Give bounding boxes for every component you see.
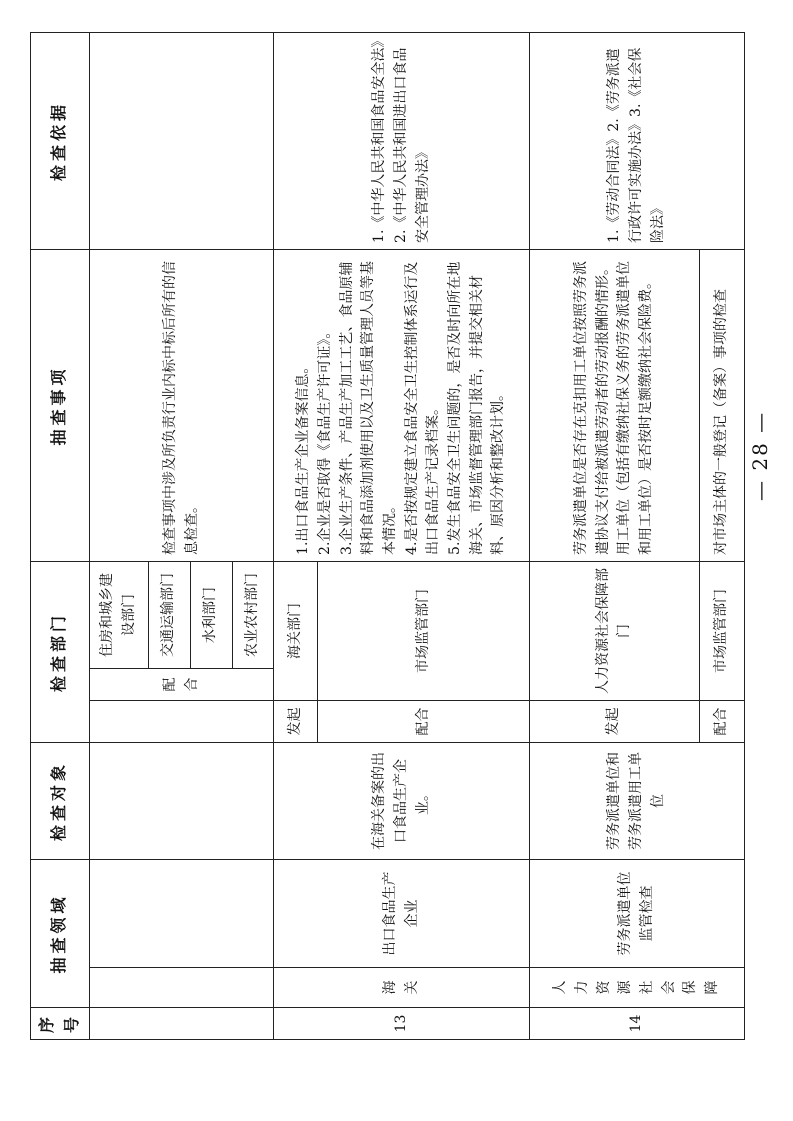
dept-housing: 住房和城乡建设部门 [89, 561, 148, 668]
inspection-table [30, 32, 745, 1040]
target-14: 劳务派遣单位和劳务派遣用工单位 [529, 742, 744, 859]
domain-main-cell-blank [89, 968, 274, 1008]
cooperate-label-14: 配合 [699, 700, 744, 742]
list-item: 1.出口食品生产企业备案信息。 [295, 359, 312, 555]
page-number: — 28 — [748, 410, 772, 501]
initiate-items-14: 劳务派遣单位是否存在克扣用工单位按照劳务派遣协议支付给被派遣劳动者的劳动报酬的情形。用工单位（包括有缴纳社保义务的劳务派遣单位和用工单位）是否按时足额缴纳社会保险费。 [529, 249, 699, 561]
header-dept: 检查部门 [31, 561, 90, 742]
table-row [529, 32, 699, 1039]
items-list-13 [293, 256, 510, 555]
list-item: 2.企业是否取得《食品生产许可证》。 [316, 324, 333, 555]
initiate-label-14: 发起 [529, 700, 699, 742]
header-domain: 抽查领域 [31, 859, 90, 1007]
list-item: 4.是否按规定建立食品安全卫生控制体系运行及出口食品生产记录档案。 [403, 261, 442, 555]
dept-water: 水利部门 [190, 561, 232, 668]
target-13: 在海关备案的出口食品生产企业。 [274, 742, 530, 859]
seq-cell-blank [89, 1008, 274, 1040]
cooperate-items-14: 对市场主体的一般登记（备案）事项的检查 [699, 249, 744, 561]
role-empty-cell [89, 700, 274, 742]
cooperate-dept-13: 市场监管部门 [317, 561, 529, 700]
header-items: 抽查事项 [31, 249, 90, 561]
header-target: 检查对象 [31, 742, 90, 859]
basis-14: 1.《劳动合同法》2.《劳务派遣行政许可实施办法》3.《社会保险法》 [529, 32, 744, 249]
initiate-dept-14: 人力资源社会保障部门 [529, 561, 699, 700]
cooperate-dept-14: 市场监管部门 [699, 561, 744, 700]
initiate-label-13: 发起 [274, 700, 317, 742]
basis-cell-blank [89, 32, 274, 249]
list-item: 5.发生食品安全卫生问题的，是否及时向所在地海关、市场监督管理部门报告，并提交相关材料、原因分析和整改计划。 [447, 261, 507, 555]
domain-sub-13: 出口食品生产企业 [274, 859, 530, 967]
target-cell-blank [89, 742, 274, 859]
basis-13: 1.《中华人民共和国食品安全法》2.《中华人民共和国进出口食品安全管理办法》 [274, 32, 530, 249]
dept-transport: 交通运输部门 [148, 561, 190, 668]
list-item: 3.企业生产条件、产品生产加工工艺、食品原辅料和食品添加剂使用以及卫生质量管理人员等基本情况。 [338, 260, 398, 555]
domain-sub-cell-blank [89, 859, 274, 967]
role-cooperate-label: 配合 [89, 668, 274, 700]
items-top: 检查事项中涉及所负责行业内标中标后所有的信息检查。 [89, 249, 274, 561]
domain-sub-14: 劳务派遣单位监管检查 [529, 859, 744, 967]
header-seq: 序号 [31, 1008, 90, 1040]
header-basis: 检查依据 [31, 32, 90, 249]
table-row [89, 32, 148, 1039]
initiate-dept-13: 海关部门 [274, 561, 317, 700]
cooperate-label-13: 配合 [317, 700, 529, 742]
seq-14: 14 [529, 1008, 744, 1040]
dept-agriculture: 农业农村部门 [232, 561, 274, 668]
domain-main-13: 海关 [274, 968, 530, 1008]
domain-main-14: 人力资源社会保障 [529, 968, 744, 1008]
items-13 [274, 249, 530, 561]
seq-13: 13 [274, 1008, 530, 1040]
table-header-row [31, 32, 90, 1039]
table-row [274, 32, 317, 1039]
